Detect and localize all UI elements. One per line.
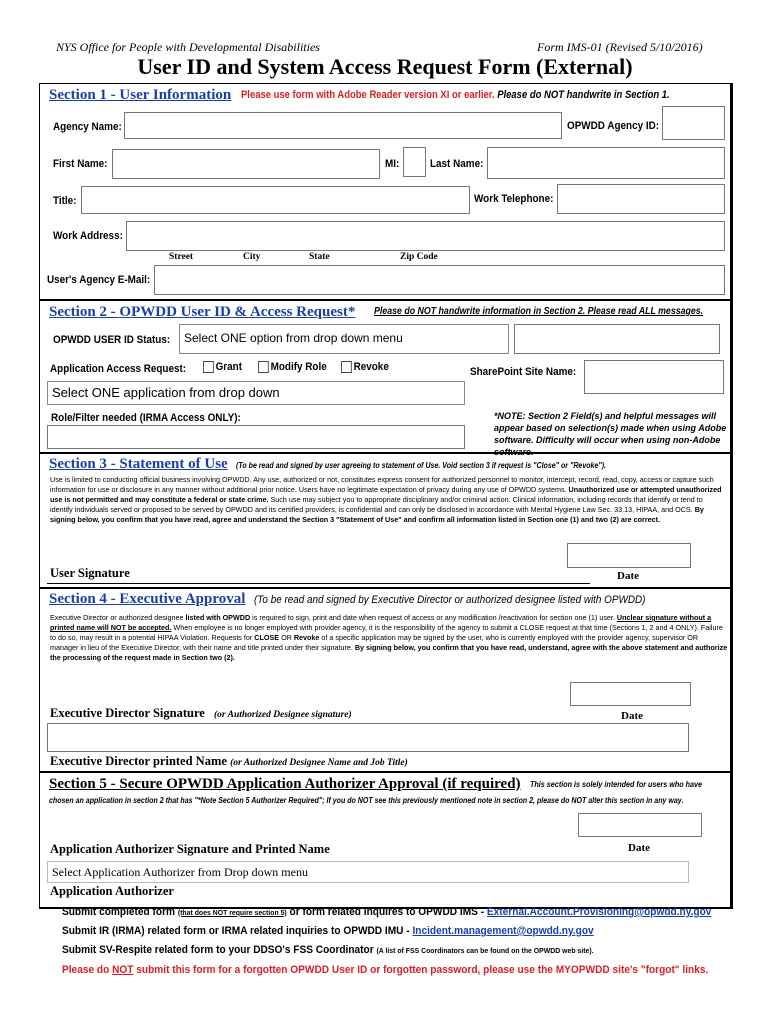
- user-signature-label: User Signature: [50, 566, 130, 580]
- user-signature-line: [47, 583, 590, 584]
- exec-body-a: Executive Director or authorized designee: [50, 613, 184, 622]
- section5-title: Section 5 - Secure OPWDD Application Authorizer Approval (if required): [49, 776, 521, 792]
- agency-name-input[interactable]: [124, 112, 562, 139]
- section1-instruction-red: Please use form with Adobe Reader version XI or earlier.: [241, 89, 495, 101]
- grant-option[interactable]: [203, 361, 242, 373]
- exec-signature-date-input[interactable]: [570, 682, 691, 706]
- exec-body-f: of a specific application may be signed by the user, who is currently employed with the provider agency, supervisor OR manager in lieu of the Executive Director, with their name and title printed under their signature.: [50, 633, 699, 652]
- section4-subtitle: (To be read and signed by Executive Director or authorized designee listed with OPWDD): [254, 594, 646, 606]
- user-signature-date-label: Date: [617, 570, 639, 582]
- role-filter-input[interactable]: [47, 425, 465, 449]
- exec-body-d: Unclear signature without a printed name will NOT be accepted.: [50, 613, 712, 632]
- footer-line4-a: Please do: [62, 964, 110, 976]
- exec-revoke: Revoke: [293, 633, 320, 642]
- user-id-status-select[interactable]: Select ONE option from drop down menu: [179, 324, 509, 354]
- title-input[interactable]: [81, 186, 470, 214]
- opwdd-agency-id-label: OPWDD Agency ID:: [567, 120, 660, 132]
- footer-line3-b: (A list of FSS Coordinators can be found on the OPWDD web site).: [376, 946, 594, 955]
- exec-signature-label: [50, 706, 352, 721]
- street-caption: Street: [169, 252, 194, 262]
- statement-body-3: By signing below, you confirm that you have read, agree and understand the Section 3 "Statement of Use" and confirm all information listed in Section one (1) and two (2) are correct.: [50, 505, 704, 524]
- exec-printed-name-text: Executive Director printed Name: [50, 754, 227, 768]
- user-id-input[interactable]: [514, 324, 720, 354]
- mi-input[interactable]: [403, 147, 426, 177]
- section1-instructions: [241, 89, 670, 101]
- exec-body-b: listed with OPWDD: [185, 613, 251, 622]
- footer-line3-a: Submit SV-Respite related form to your DDSO's FSS Coordinator: [62, 944, 374, 956]
- city-caption: City: [243, 252, 261, 262]
- modify-role-checkbox[interactable]: [258, 361, 269, 373]
- section-divider: [39, 587, 733, 589]
- imu-email-link[interactable]: Incident.management@opwdd.ny.gov: [412, 925, 594, 937]
- section2-note: *NOTE: Section 2 Field(s) and helpful messages will appear based on selection(s) made when using Adobe software. Difficulty will occur when using non-Adobe software.: [494, 411, 727, 457]
- work-address-input[interactable]: [126, 221, 725, 251]
- last-name-label: Last Name:: [430, 158, 484, 170]
- exec-body-c: is required to sign, print and date when request of access or any modification /reactivation for section one (1) user.: [252, 613, 615, 622]
- section-divider: [39, 299, 733, 301]
- exec-body-e: When employee is no longer employed with provider agency, it is the responsibility of the agency to submit a CLOSE request at that time (Sections 1, 2 and 4 ONLY). Failure to do so, may result in a potential HIPAA Violation. Requests for: [50, 623, 723, 642]
- sharepoint-label: SharePoint Site Name:: [470, 366, 577, 378]
- agency-name-header: NYS Office for People with Developmental Disabilities: [56, 40, 320, 54]
- executive-approval-text: [50, 613, 728, 663]
- work-telephone-input[interactable]: [557, 184, 725, 214]
- last-name-input[interactable]: [487, 147, 725, 179]
- authorizer-signature-label: Application Authorizer Signature and Printed Name: [50, 842, 330, 856]
- footer-line-2: [62, 925, 594, 937]
- statement-body-2: Such use may subject you to appropriate disciplinary and/or criminal action. Clinical information, including records that identify or tend to identify individuals served or proposed to be served by OPWDD and its certified providers, is confidential and can only be disclosed in accordance with Mental Hygiene Law Sec. 33.13, HIPAA, and OCS.: [50, 495, 703, 514]
- agency-name-label: Agency Name:: [53, 121, 122, 133]
- modify-role-option[interactable]: [258, 361, 327, 373]
- authorizer-date-label: Date: [628, 842, 650, 854]
- exec-body-g: By signing below, you confirm that you have read, understand, agree with the above statement and authorize the processing of the request made in Section two (2).: [50, 643, 728, 662]
- authorizer-date-input[interactable]: [578, 813, 702, 837]
- footer-line1-c: or form related inquires to OPWDD IMS -: [289, 906, 485, 918]
- state-caption: State: [309, 252, 330, 262]
- footer-line1-a: Submit completed form: [62, 906, 176, 918]
- section3-subtitle: (To be read and signed by user agreeing to statement of Use. Void section 3 if request is "Close" or "Revoke").: [236, 461, 606, 470]
- sharepoint-input[interactable]: [584, 360, 724, 394]
- footer-line2-a: Submit IR (IRMA) related form or IRMA related inquiries to OPWDD IMU -: [62, 925, 410, 937]
- ims-email-link[interactable]: External.Account.Provisioning@opwdd.ny.gov: [486, 906, 712, 918]
- footer-line1-b: (that does NOT require section 5): [177, 908, 287, 917]
- exec-printed-name-label: [50, 754, 408, 769]
- app-access-label: Application Access Request:: [50, 363, 187, 375]
- application-select[interactable]: Select ONE application from drop down: [47, 381, 465, 405]
- page-title: User ID and System Access Request Form (External): [137, 54, 633, 79]
- mi-label: MI:: [385, 158, 400, 170]
- zip-caption: Zip Code: [400, 252, 438, 262]
- authorizer-label: Application Authorizer: [50, 884, 174, 898]
- revoke-checkbox[interactable]: [341, 361, 352, 373]
- user-signature-date-input[interactable]: [567, 543, 691, 568]
- statement-body-1: Use is limited to conducting official business involving OPWDD. Any use, authorized or not, constitutes express consent for authorized personnel to monitor, intercept, record, read, copy, access or capture such information for use or disclosure in any manner without additional prior notice. Users have no legitimate expectation of privacy during any use of OPWDD systems.: [50, 475, 714, 494]
- section2-instruction: Please do NOT handwrite information in Section 2. Please read ALL messages.: [374, 306, 704, 317]
- work-telephone-label: Work Telephone:: [474, 193, 554, 205]
- authorizer-select[interactable]: Select Application Authorizer from Drop down menu: [47, 861, 689, 883]
- role-filter-label: Role/Filter needed (IRMA Access ONLY):: [51, 412, 241, 424]
- footer-line4-b: submit this form for a forgotten OPWDD User ID or forgotten password, please use the MYOPWDD site's "forgot" links.: [136, 964, 709, 976]
- section1-title: Section 1 - User Information: [49, 87, 232, 103]
- email-label: User's Agency E-Mail:: [47, 274, 151, 286]
- form-id: Form IMS-01 (Revised 5/10/2016): [537, 40, 703, 54]
- exec-printed-name-input[interactable]: [47, 723, 689, 752]
- footer-line-1: [62, 906, 711, 918]
- user-id-status-label: OPWDD USER ID Status:: [53, 334, 171, 346]
- grant-label: Grant: [215, 361, 243, 373]
- section5-note-1: This section is solely intended for users who have: [530, 780, 703, 789]
- grant-checkbox[interactable]: [203, 361, 214, 373]
- first-name-label: First Name:: [53, 158, 108, 170]
- section-divider: [39, 771, 733, 773]
- statement-of-use-text: [50, 475, 726, 525]
- footer-line-4: [62, 964, 708, 976]
- section1-instruction: Please do NOT handwrite in Section 1.: [497, 89, 670, 101]
- exec-signature-date-label: Date: [621, 710, 643, 722]
- modify-role-label: Modify Role: [270, 361, 327, 373]
- footer-line-3: [62, 944, 594, 956]
- exec-signature-note: (or Authorized Designee signature): [213, 710, 352, 720]
- revoke-label: Revoke: [353, 361, 389, 373]
- exec-signature-label-text: Executive Director Signature: [50, 706, 205, 720]
- section-divider: [39, 452, 733, 454]
- title-label: Title:: [53, 195, 77, 207]
- section4-title: Section 4 - Executive Approval: [49, 591, 246, 607]
- first-name-input[interactable]: [112, 149, 380, 179]
- statement-body-bold: Unauthorized use or attempted unauthorized use is not permitted and may constitute a federal or state crime.: [50, 485, 722, 504]
- email-input[interactable]: [154, 265, 725, 295]
- revoke-option[interactable]: [341, 361, 389, 373]
- footer-line4-not: NOT: [112, 964, 134, 976]
- section5-note-2: chosen an application in section 2 that has "*Note Section 5 Authorizer Required"; If you do NOT see this previously mentioned note in section 2, please do NOT alter this section in any way.: [49, 796, 684, 805]
- exec-close: CLOSE: [254, 633, 280, 642]
- exec-printed-name-note: (or Authorized Designee Name and Job Title): [230, 758, 408, 768]
- work-address-label: Work Address:: [53, 230, 123, 242]
- opwdd-agency-id-input[interactable]: [662, 106, 725, 140]
- section3-title: Section 3 - Statement of Use: [49, 456, 228, 472]
- exec-or: OR: [281, 633, 292, 642]
- section2-title: Section 2 - OPWDD User ID & Access Request*: [49, 304, 356, 320]
